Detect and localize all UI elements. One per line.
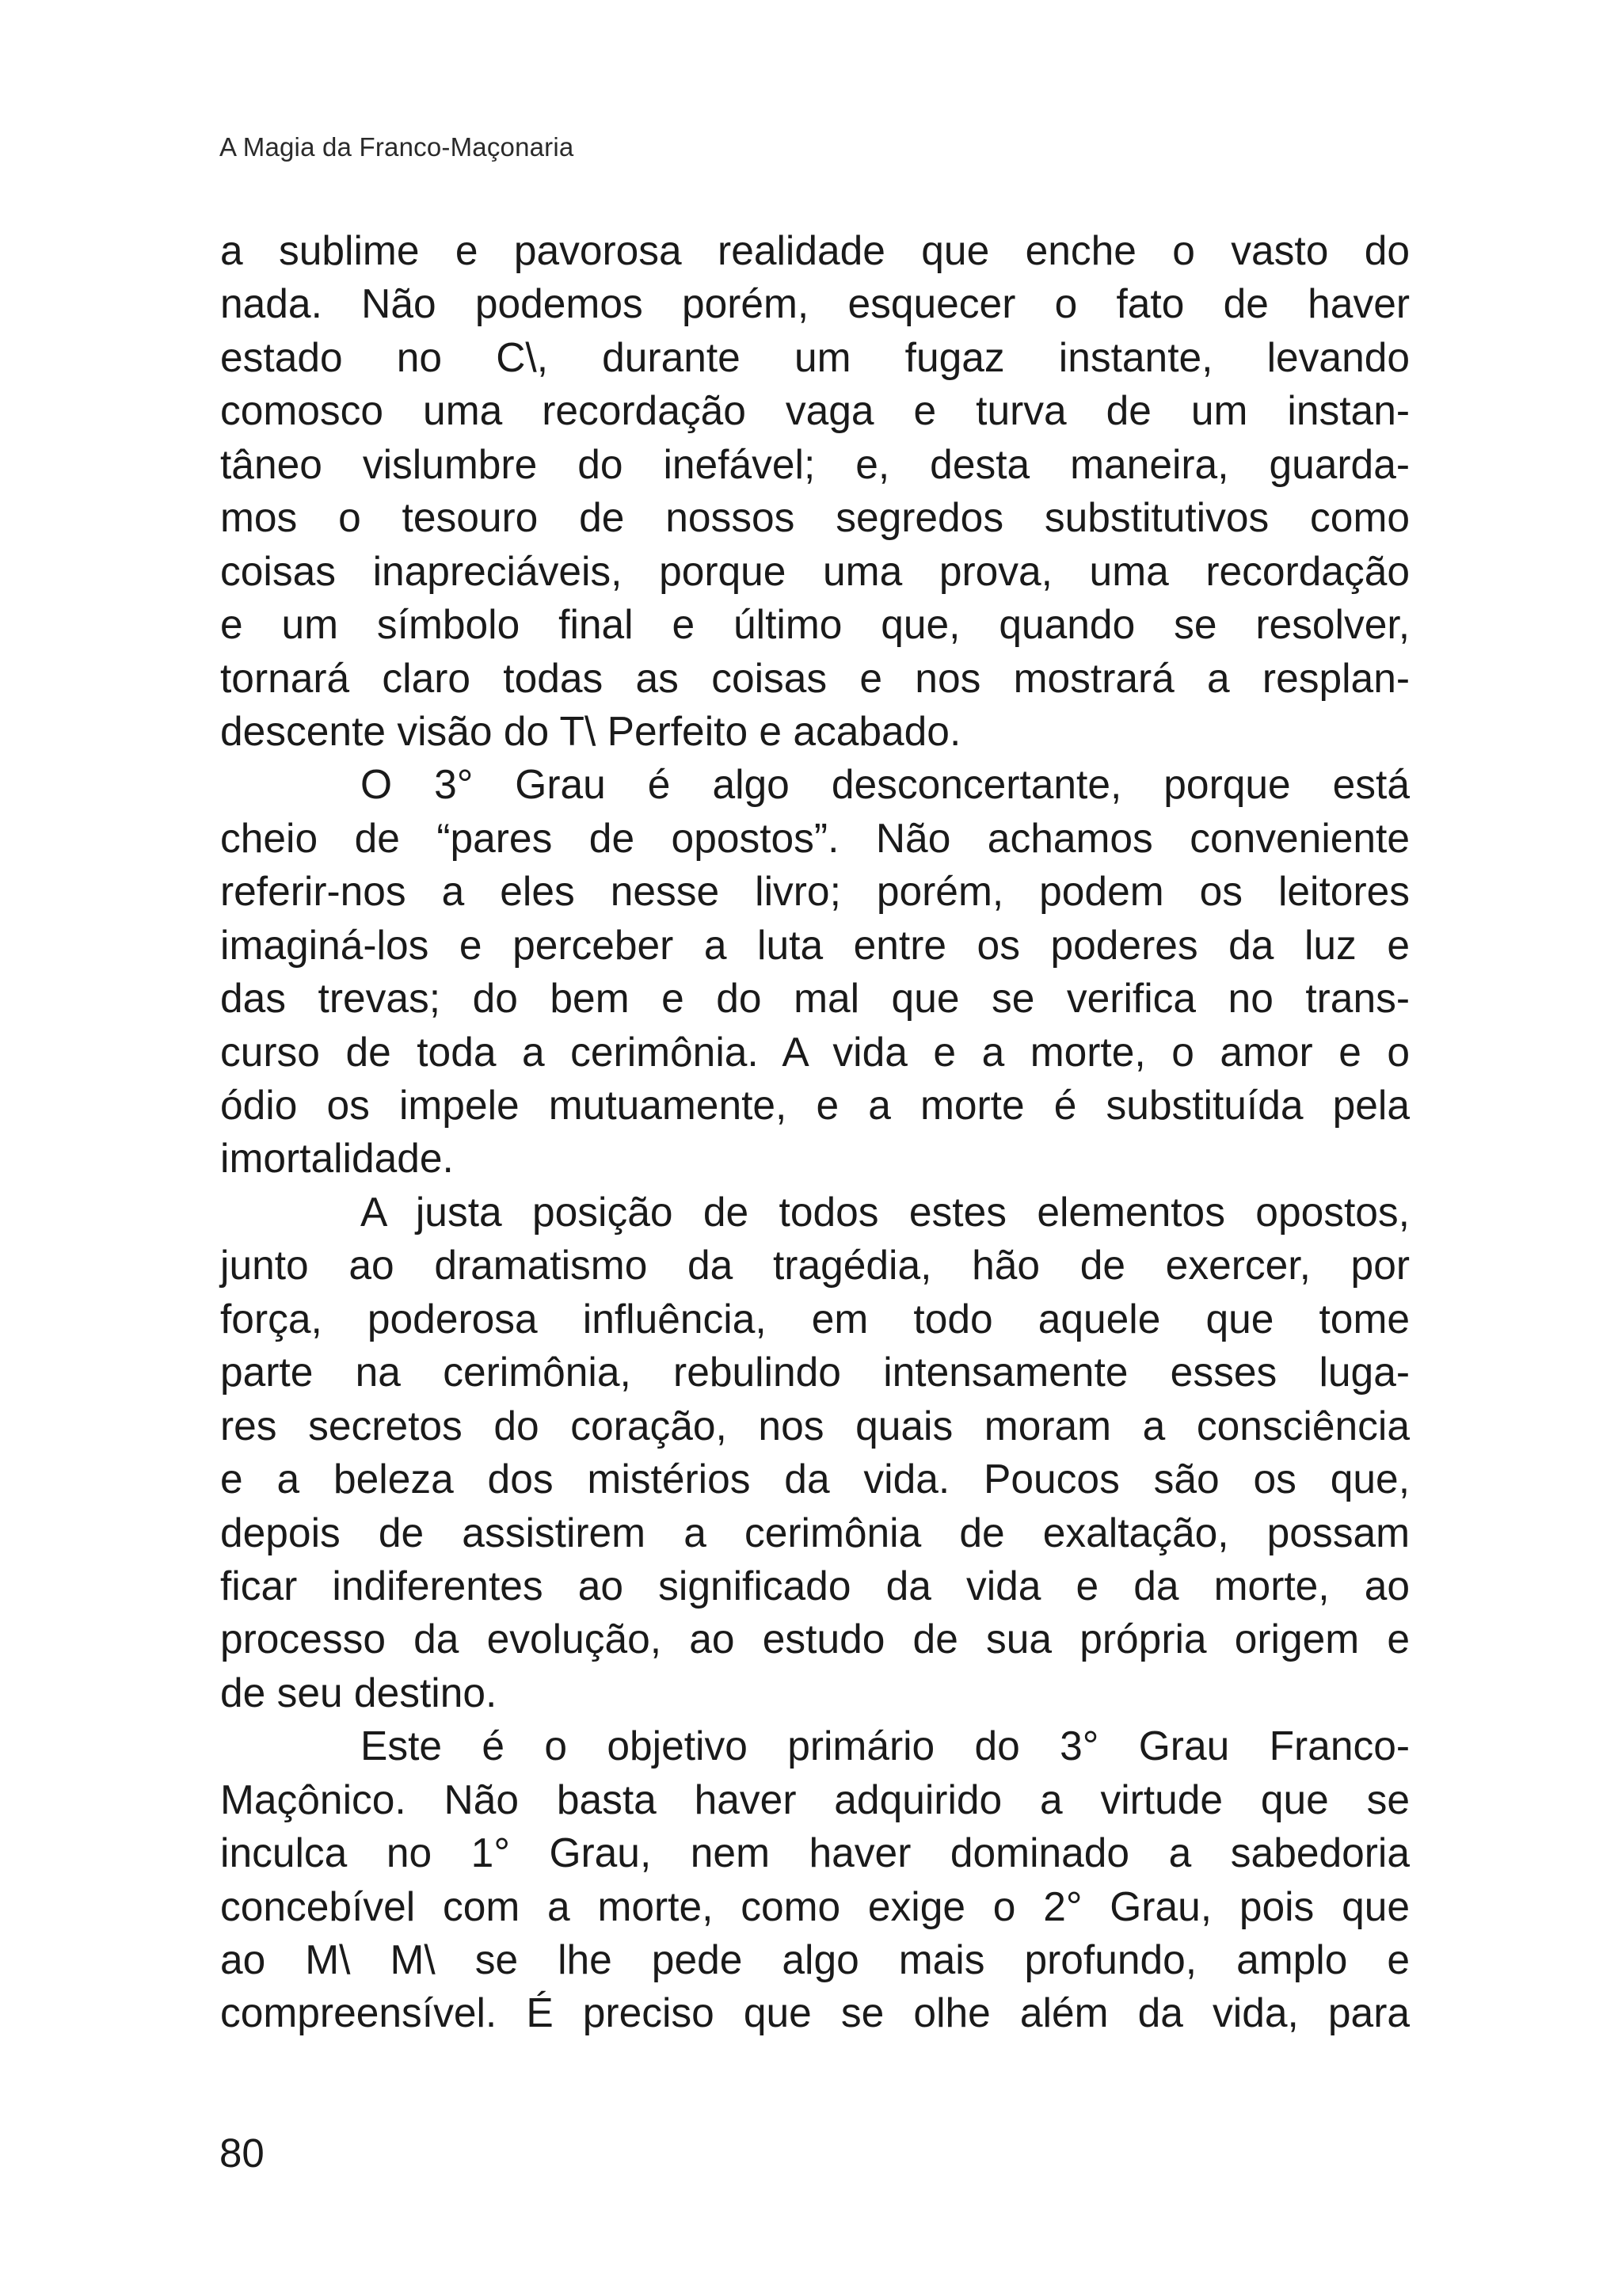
page-number: 80 [219, 2130, 265, 2176]
text-line: Maçônico. Não basta haver adquirido a virtude que se [220, 1776, 1410, 1822]
text-line: ódio os impele mutuamente, e a morte é substituída pela [220, 1082, 1410, 1128]
running-header: A Magia da Franco-Maçonaria [219, 132, 574, 162]
text-line: das trevas; do bem e do mal que se verifica no trans- [220, 975, 1410, 1022]
text-line: e a beleza dos mistérios da vida. Poucos são os que, [220, 1456, 1410, 1502]
text-line: coisas inapreciáveis, porque uma prova, uma recordação [220, 547, 1410, 594]
text-line: de seu destino. [220, 1669, 497, 1715]
text-line: a sublime e pavorosa realidade que enche o vasto do [220, 227, 1410, 273]
text-line: tornará claro todas as coisas e nos mostrará a resplan- [220, 654, 1410, 701]
text-line: ao M\ M\ se lhe pede algo mais profundo, amplo e [220, 1936, 1410, 1982]
text-line: inculca no 1° Grau, nem haver dominado a sabedoria [220, 1830, 1410, 1876]
text-line: cheio de “pares de opostos”. Não achamos conveniente [220, 814, 1410, 861]
text-line: imaginá-los e perceber a luta entre os poderes da luz e [220, 921, 1410, 968]
text-line: referir-nos a eles nesse livro; porém, podem os leitores [220, 868, 1410, 915]
text-line: ficar indiferentes ao significado da vida e da morte, ao [220, 1562, 1410, 1609]
text-line: curso de toda a cerimônia. A vida e a morte, o amor e o [220, 1028, 1410, 1075]
text-line: mos o tesouro de nossos segredos substitutivos como [220, 494, 1410, 541]
text-line: res secretos do coração, nos quais moram a consciência [220, 1402, 1410, 1449]
text-line: força, poderosa influência, em todo aquele que tome [220, 1295, 1410, 1342]
text-line: Este é o objetivo primário do 3° Grau Franco- [360, 1723, 1410, 1769]
text-line: compreensível. É preciso que se olhe além da vida, para [220, 1989, 1410, 2036]
text-line: concebível com a morte, como exige o 2° Grau, pois que [220, 1883, 1410, 1929]
text-line: estado no C\, durante um fugaz instante, levando [220, 333, 1410, 380]
text-line: tâneo vislumbre do inefável; e, desta maneira, guarda- [220, 440, 1410, 487]
text-line: junto ao dramatismo da tragédia, hão de exercer, por [220, 1242, 1410, 1289]
text-line: processo da evolução, ao estudo de sua própria origem e [220, 1616, 1410, 1662]
body-text [220, 224, 1410, 2040]
text-line: comosco uma recordação vaga e turva de um instan- [220, 387, 1410, 434]
text-line: e um símbolo final e último que, quando se resolver, [220, 601, 1410, 648]
text-line: depois de assistirem a cerimônia de exaltação, possam [220, 1509, 1410, 1555]
text-line: descente visão do T\ Perfeito e acabado. [220, 707, 961, 754]
text-line: A justa posição de todos estes elementos opostos, [360, 1188, 1410, 1235]
text-line: O 3° Grau é algo desconcertante, porque está [360, 761, 1410, 808]
text-line: imortalidade. [220, 1135, 454, 1182]
text-line: nada. Não podemos porém, esquecer o fato de haver [220, 280, 1410, 327]
text-line: parte na cerimônia, rebulindo intensamente esses luga- [220, 1349, 1410, 1395]
